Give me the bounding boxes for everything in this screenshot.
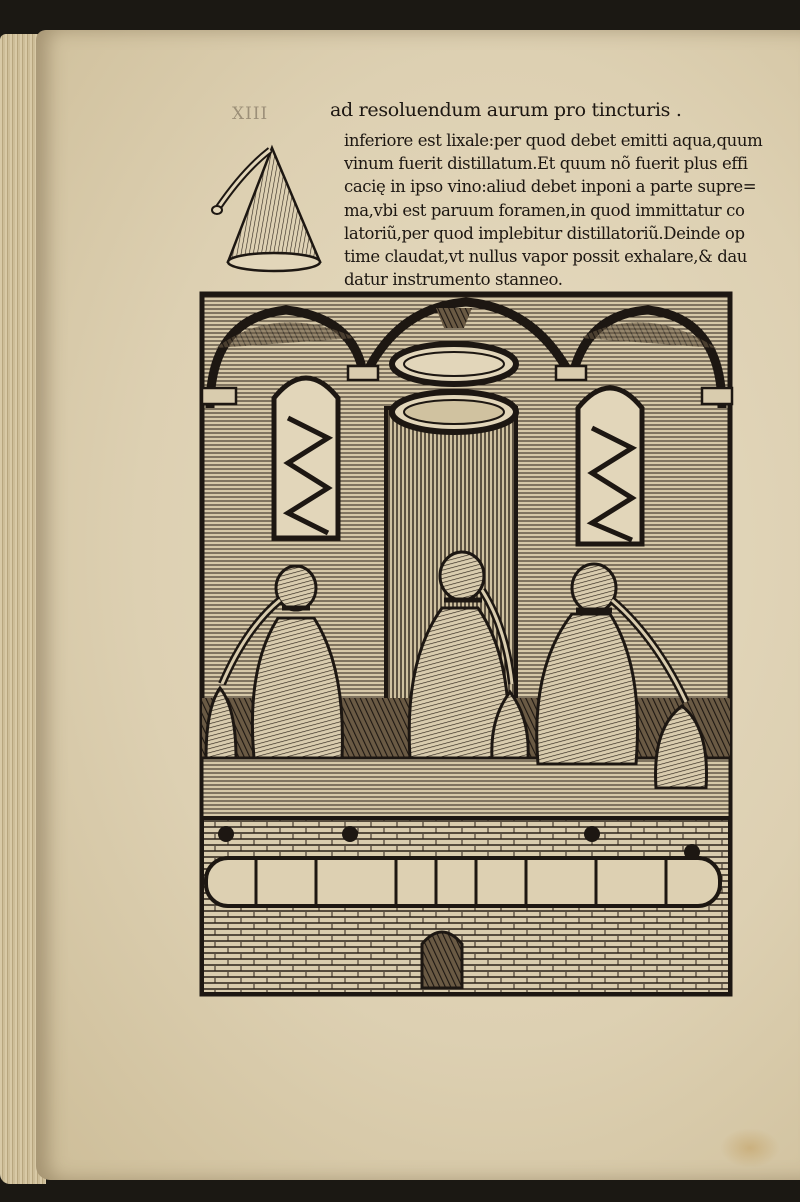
body-text — [344, 129, 763, 291]
distillation-furnace-woodcut — [196, 288, 736, 1002]
text-line: ma,vbi est paruum foramen,in quod immittatur co — [344, 200, 745, 220]
folio-number: XIII — [232, 104, 269, 124]
conical-vessel-woodcut — [204, 140, 334, 280]
text-line: datur instrumento stanneo. — [344, 270, 563, 290]
stain — [720, 1128, 780, 1168]
text-line: inferiore est lixale:per quod debet emitti aqua,quum — [344, 131, 763, 150]
text-line: time claudat,vt nullus vapor possit exhalare,& dau — [344, 247, 748, 267]
running-head: ad resoluendum aurum pro tincturis . — [330, 99, 682, 121]
text-line: cacię in ipso vino:aliud debet inponi a parte supre= — [344, 177, 757, 197]
text-line: latoriũ,per quod implebitur distillatoriũ.Deinde op — [344, 223, 745, 243]
text-line: vinum fuerit distillatum.Et quum nõ fuerit plus effi — [344, 154, 748, 174]
